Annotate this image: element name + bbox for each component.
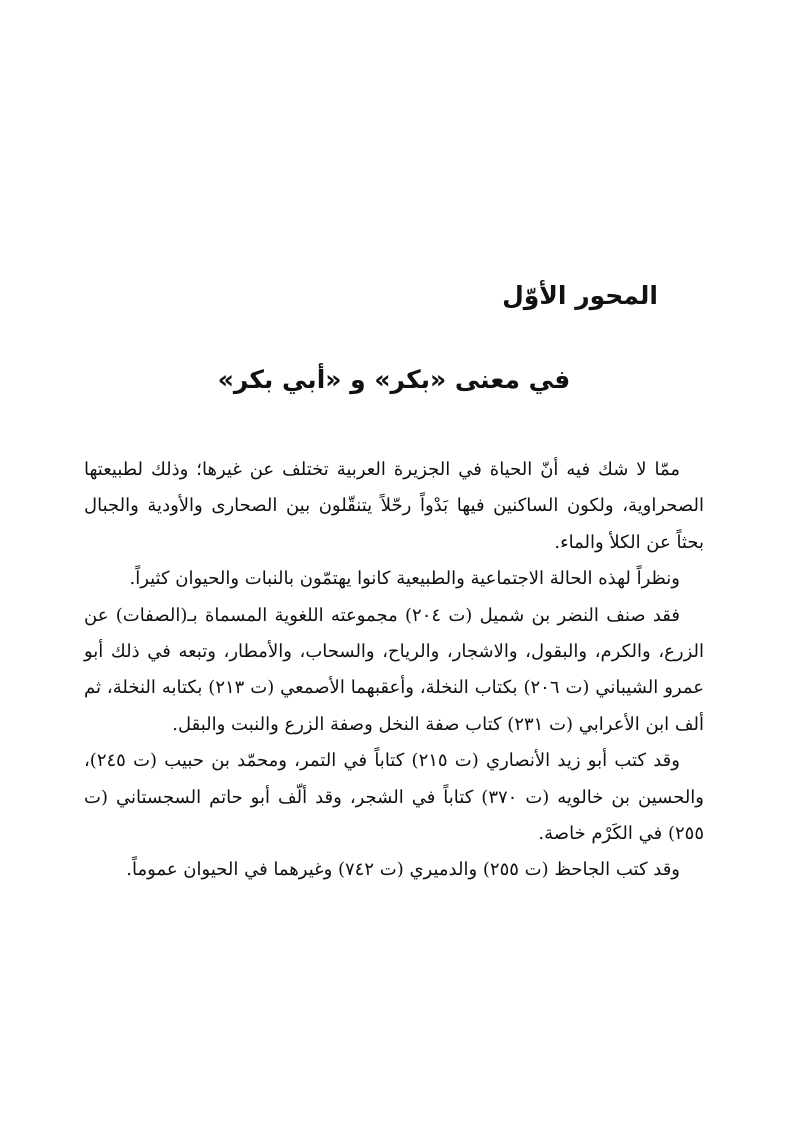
paragraph-books: وقد كتب أبو زيد الأنصاري (ت ٢١٥) كتاباً في التمر، ومحمّد بن حبيب (ت ٢٤٥)، والحسين بن خالويه (ت ٣٧٠) كتاباً في الشجر، وقد ألّف أبو حاتم السجستاني (ت ٢٥٥) في الكَرْم خاصة. xyxy=(84,750,705,845)
chapter-title: في معنى «بكر» و «أبي بكر» xyxy=(217,365,571,394)
paragraph-interest: ونظراً لهذه الحالة الاجتماعية والطبيعية كانوا يهتمّون بالنبات والحيوان كثيراً. xyxy=(129,568,680,590)
section-title: المحور الأوّل xyxy=(502,281,658,310)
paragraph-authors: فقد صنف النضر بن شميل (ت ٢٠٤) مجموعته اللغوية المسماة بـ(الصفات) عن الزرع، والكرم، والبقول، والاشجار، والرياح، والسحاب، والأمطار، وتبعه في ذلك أبو عمرو الشيباني (ت ٢٠٦) بكتاب النخلة، وأعقبهما الأصمعي (ت ٢١٣) بكتابه النخلة، ثم ألف ابن الأعرابي (ت ٢٣١) كتاب صفة النخل وصفة الزرع والنبت والبقل. xyxy=(84,604,704,735)
body-text xyxy=(84,452,704,889)
paragraph-intro: ممّا لا شك فيه أنّ الحياة في الجزيرة العربية تختلف عن غيرها؛ وذلك لطبيعتها الصحراوية، ولكون الساكنين فيها بَدْواً رحّلاً يتنقّلون بين الصحارى والأودية والجبال بحثاً عن الكلأ والماء. xyxy=(84,459,705,553)
paragraph-animals: وقد كتب الجاحظ (ت ٢٥٥) والدميري (ت ٧٤٢) وغيرهما في الحيوان عموماً. xyxy=(126,859,680,881)
